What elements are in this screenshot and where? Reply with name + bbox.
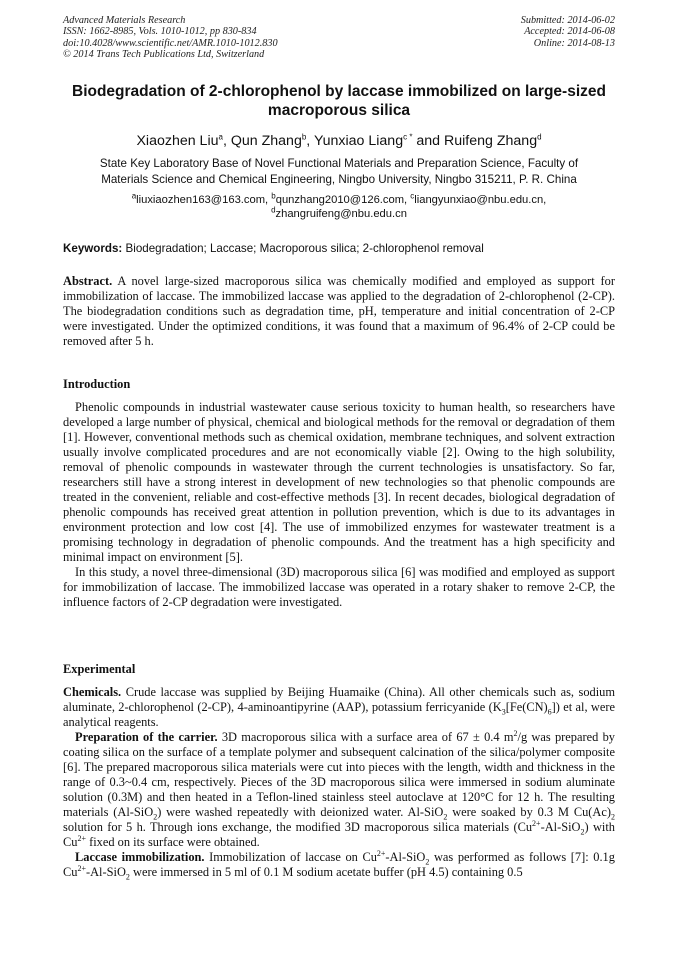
subscript: 2 [611, 812, 615, 822]
paragraph: Phenolic compounds in industrial wastewater cause serious toxicity to human health, so researchers have developed a large number of physical, chemical and biological methods for the removal or degradation of them [1]. However, conventional methods such as chemical oxidation, membrane techniques, and solvent extraction usually involve complicated procedures and are not economically viable [2]. Owing to the high solubility, removal of phenolic compounds in wastewater through the current technologies is unsatisfactory. So far, researchers still have a strong interest in development of new technologies so that phenolic compounds are treated in the convenient, reliable and cost-effective methods [3]. In recent decades, biological degradation of phenolic compounds has received great attention in pollution prevention, which is due to its advantages in environment protection and low cost [4]. The use of immobilized enzymes for wastewater treatment is a promising technology in degradation of phenolic compounds. And the treatment has a high specificity and minimal impact on environment [5]. [63, 400, 615, 564]
abstract [63, 274, 615, 349]
text-run: was performed as follows [7]: 0.1g Cu [63, 850, 615, 879]
subscript: 2 [153, 812, 158, 822]
author-name: Xiaozhen Liu [136, 133, 219, 149]
text-run: -Al-SiO [540, 820, 581, 834]
author-and: and [416, 133, 441, 149]
subscript: 2 [580, 827, 585, 837]
subscript: 6 [547, 707, 552, 717]
section-heading-experimental: Experimental [63, 662, 136, 676]
author-name: Qun Zhang [230, 133, 302, 149]
abstract-label: Abstract. [63, 274, 113, 288]
text-run: Immobilization of laccase on Cu [209, 850, 377, 864]
author-list: Xiaozhen Liu$^a$, Qun Zhang$^b$, Yunxiao Liang$^{c *}$ and Ruifeng Zhang$^d$ [136, 132, 542, 149]
email-sup: d [271, 205, 276, 215]
text-run: solution for 5 h. Through ions exchange, the modified 3D macroporous silica materials (Cu [63, 820, 533, 834]
subscript: 3 [501, 707, 506, 717]
introduction-body [63, 400, 615, 610]
title-line-2: macroporous silica [267, 102, 411, 119]
superscript: 2+ [77, 863, 86, 873]
doi-line: doi:10.4028/www.scientific.net/AMR.1010-1012.830 [63, 37, 278, 49]
superscript: 2 [513, 728, 518, 738]
issn-line: ISSN: 1662-8985, Vols. 1010-1012, pp 830-834 [63, 26, 257, 38]
text-run: ) were washed repeatedly with deionized water. Al-SiO [157, 805, 444, 819]
paragraph-preparation [63, 730, 615, 850]
affiliation-line-2: Materials Science and Chemical Engineering, Ningbo University, Ningbo 315211, P. R. China [101, 173, 577, 186]
paper-title [40, 82, 638, 120]
subheading: Chemicals. [63, 685, 122, 699]
email-link[interactable]: zhangruifeng@nbu.edu.cn [275, 208, 407, 220]
text-run: ) with Cu [63, 820, 615, 849]
author-emails [60, 193, 618, 221]
email-sup: a [131, 191, 137, 201]
text-run: -Al-SiO [385, 850, 426, 864]
keywords-text: Biodegradation; Laccase; Macroporous silica; 2-chlorophenol removal [125, 242, 484, 255]
journal-header [63, 15, 278, 60]
subscript: 2 [443, 812, 448, 822]
email-link[interactable]: qunzhang2010@126.com, [275, 194, 408, 206]
author-sup: b [301, 132, 307, 142]
author-sup: a [218, 132, 223, 142]
text-run: ]) et al, were analytical reagents. [63, 700, 615, 729]
keywords-label: Keywords: [63, 242, 123, 255]
subscript: 2 [425, 857, 430, 867]
author-name: Ruifeng Zhang [444, 133, 538, 149]
paragraph: In this study, a novel three-dimensional (3D) macroporous silica [6] was modified and employed as support for immobilization of laccase. The immobilized laccase was operated in a rotary shaker to remove 2-CP, the influence factors of 2-CP degradation were investigated. [63, 565, 615, 609]
paragraph-immobilization [63, 850, 615, 880]
email-sup: b [271, 191, 276, 201]
affiliation-line-1: State Key Laboratory Base of Novel Functional Materials and Preparation Science, Faculty of [99, 157, 579, 170]
email-sup: c [410, 191, 415, 201]
dates-header [521, 15, 615, 49]
section-heading-introduction: Introduction [63, 377, 131, 391]
text-run: were soaked by 0.3 M Cu(Ac) [452, 805, 611, 819]
submitted-date: Submitted: 2014-06-02 [520, 15, 615, 26]
affiliation [60, 156, 618, 188]
author-sup: d [537, 132, 542, 142]
experimental-body [63, 685, 615, 880]
subscript: 2 [125, 872, 130, 882]
superscript: 2+ [77, 833, 86, 843]
accepted-date: Accepted: 2014-06-08 [524, 26, 615, 38]
subheading: Laccase immobilization. [75, 850, 205, 864]
copyright-line: © 2014 Trans Tech Publications Ltd, Switzerland [63, 48, 265, 60]
online-date: Online: 2014-08-13 [533, 37, 615, 49]
subheading: Preparation of the carrier. [75, 730, 218, 744]
email-link[interactable]: liangyunxiao@nbu.edu.cn, [414, 194, 547, 206]
abstract-text: A novel large-sized macroporous silica was chemically modified and employed as support for immobilization of laccase. The immobilized laccase was applied to the degradation of 2-chlorophenol (2-CP). The biodegradation conditions such as degradation time, pH, temperature and initial concentration of 2-CP were investigated. Under the optimized conditions, it was found that a maximum of 96.4% of 2-CP could be removed after 5 h. [63, 274, 615, 348]
author-name: Yunxiao Liang [313, 133, 404, 149]
superscript: 2+ [532, 818, 541, 828]
title-line-1: Biodegradation of 2-chlorophenol by laccase immobilized on large-sized [72, 83, 606, 100]
text-run: Crude laccase was supplied by Beijing Huamaike (China). All other chemicals such as, sodium aluminate, 2-chlorophenol (2-CP), 4-aminoantipyrine (AAP), potassium ferricyanide (K [63, 685, 615, 714]
paragraph-chemicals [63, 685, 615, 730]
author-sup: c * [403, 132, 413, 142]
text-run: [Fe(CN) [505, 700, 548, 714]
text-run: /g was prepared by coating silica on the surface of a template polymer and subsequent calcination of the silica/polymer composite [6]. The prepared macroporous silica materials were cut into pieces with the length, width and thickness in the range of 0.3~0.4 cm, respectively. Pieces of the 3D macroporous silica were immersed in sodium aluminate solution (0.3M) and then heated in a Teflon-lined stainless steel autoclave at 120°C for 12 h. The resulting materials (Al-SiO [63, 730, 615, 819]
keywords [63, 242, 615, 256]
text-run: were immersed in 5 ml of 0.1 M sodium acetate buffer (pH 4.5) containing 0.5 [133, 865, 523, 879]
email-link[interactable]: liuxiaozhen163@163.com, [136, 194, 269, 206]
text-run: 3D macroporous silica with a surface area of 67 ± 0.4 m [221, 730, 514, 744]
superscript: 2+ [376, 848, 386, 858]
journal-name: Advanced Materials Research [63, 15, 186, 26]
text-run: fixed on its surface were obtained. [89, 835, 260, 849]
text-run: -Al-SiO [85, 865, 126, 879]
